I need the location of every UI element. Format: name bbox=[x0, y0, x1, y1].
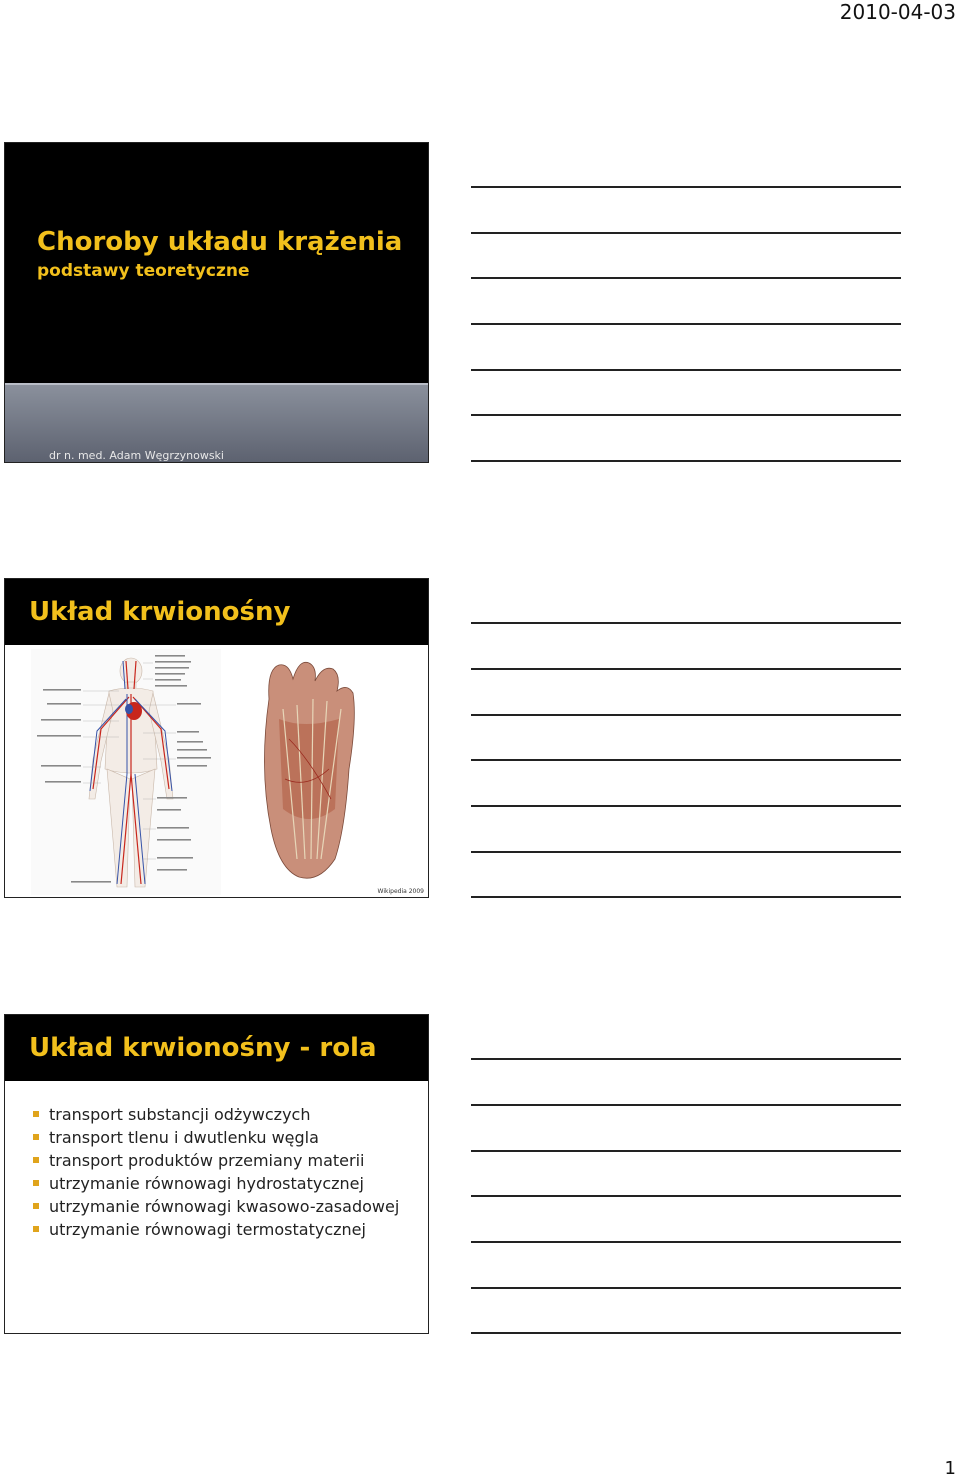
bullet-item: utrzymanie równowagi termostatycznej bbox=[33, 1218, 399, 1241]
note-line bbox=[471, 369, 901, 371]
note-line bbox=[471, 622, 901, 624]
slide-header bbox=[5, 579, 428, 645]
slide-1-title bbox=[4, 142, 429, 463]
note-line bbox=[471, 1104, 901, 1106]
bullet-square-icon bbox=[33, 1203, 39, 1209]
foot-vessels-illustration bbox=[249, 659, 359, 881]
slide-title: Choroby układu krążenia bbox=[37, 227, 403, 257]
note-line bbox=[471, 277, 901, 279]
note-line bbox=[471, 1195, 901, 1197]
image-source-right: Wikipedia 2009 bbox=[377, 888, 424, 895]
note-line bbox=[471, 1150, 901, 1152]
bullet-square-icon bbox=[33, 1180, 39, 1186]
note-line bbox=[471, 714, 901, 716]
note-line bbox=[471, 851, 901, 853]
bullet-square-icon bbox=[33, 1134, 39, 1140]
note-line bbox=[471, 460, 901, 462]
note-line bbox=[471, 186, 901, 188]
bullet-square-icon bbox=[33, 1111, 39, 1117]
bullet-item: transport produktów przemiany materii bbox=[33, 1149, 399, 1172]
bullet-square-icon bbox=[33, 1157, 39, 1163]
bullet-list bbox=[33, 1103, 399, 1241]
author: dr n. med. Adam Węgrzynowski bbox=[49, 449, 224, 462]
bullet-item: transport tlenu i dwutlenku węgla bbox=[33, 1126, 399, 1149]
note-line bbox=[471, 896, 901, 898]
slide-title: Układ krwionośny bbox=[29, 597, 291, 627]
slide-subtitle: podstawy teoretyczne bbox=[37, 261, 250, 281]
note-line bbox=[471, 414, 901, 416]
print-date: 2010-04-03 bbox=[839, 0, 956, 24]
bullet-item: transport substancji odżywczych bbox=[33, 1103, 399, 1126]
note-line bbox=[471, 1241, 901, 1243]
note-line bbox=[471, 668, 901, 670]
bullet-square-icon bbox=[33, 1226, 39, 1232]
note-line bbox=[471, 1058, 901, 1060]
slide-2-circulatory-system bbox=[4, 578, 429, 898]
note-line bbox=[471, 323, 901, 325]
note-line bbox=[471, 805, 901, 807]
slide-header bbox=[5, 1015, 428, 1081]
note-line bbox=[471, 1332, 901, 1334]
bullet-item: utrzymanie równowagi hydrostatycznej bbox=[33, 1172, 399, 1195]
note-line bbox=[471, 232, 901, 234]
note-line bbox=[471, 1287, 901, 1289]
circulatory-system-figure bbox=[31, 649, 221, 895]
note-line bbox=[471, 759, 901, 761]
slide-title: Układ krwionośny - rola bbox=[29, 1033, 377, 1063]
slide-3-role bbox=[4, 1014, 429, 1334]
page-number: 1 bbox=[944, 1458, 956, 1479]
bullet-item: utrzymanie równowagi kwasowo-zasadowej bbox=[33, 1195, 399, 1218]
